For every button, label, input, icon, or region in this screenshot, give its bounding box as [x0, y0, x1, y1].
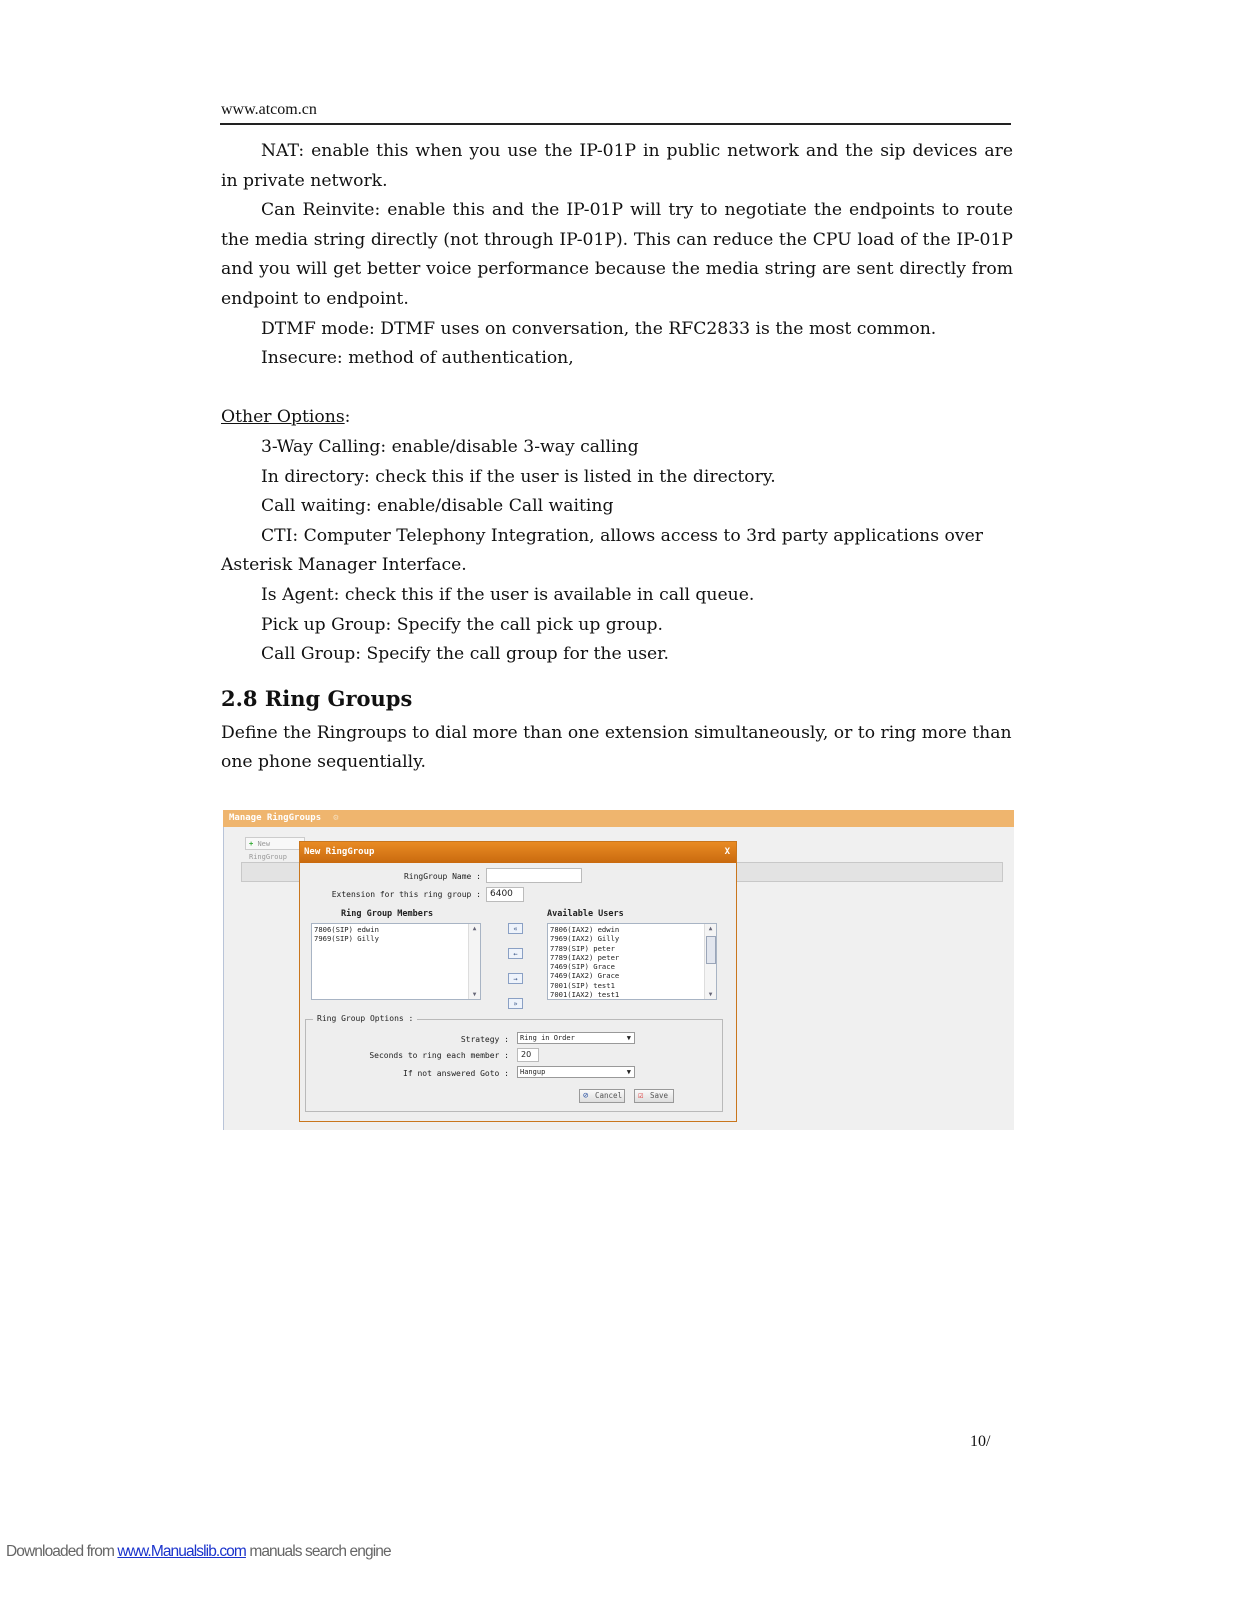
manage-ringgroups-title: Manage RingGroups — [229, 813, 322, 823]
cancel-icon: ⊘ — [583, 1091, 589, 1101]
ringgroup-options-legend: Ring Group Options : — [313, 1014, 417, 1023]
section-title: 2.8 Ring Groups — [221, 685, 413, 711]
other-options-heading — [221, 403, 1013, 433]
save-label: Save — [650, 1091, 669, 1100]
members-scrollbar[interactable] — [468, 924, 480, 999]
option-is-agent: Is Agent: check this if the user is available in call queue. — [261, 584, 755, 605]
header-rule — [220, 123, 1011, 125]
scroll-thumb[interactable] — [706, 936, 716, 964]
ringgroup-name-label: RingGroup Name : — [403, 872, 481, 881]
move-right-button[interactable]: → — [508, 973, 523, 984]
available-header: Available Users — [547, 909, 624, 919]
new-ringgroup-toolbar-button[interactable] — [245, 837, 305, 861]
chevron-down-icon: ▼ — [626, 1068, 631, 1076]
new-ringgroup-toolbar-label: New RingGroup — [249, 840, 287, 861]
cancel-button[interactable] — [579, 1089, 625, 1103]
list-item[interactable]: 7969(SIP) Gilly — [314, 934, 379, 944]
list-item[interactable]: 7469(SIP) Grace — [550, 962, 615, 972]
option-call-waiting: Call waiting: enable/disable Call waiting — [261, 496, 614, 517]
manualslib-link[interactable]: www.Manualslib.com — [117, 1543, 246, 1560]
footer-suffix: manuals search engine — [245, 1543, 391, 1560]
new-ringgroup-dialog — [299, 841, 737, 1122]
move-all-right-button[interactable]: » — [508, 998, 523, 1009]
extension-input[interactable]: 6400 — [486, 887, 524, 902]
goto-value: Hangup — [520, 1068, 546, 1076]
members-listbox[interactable] — [311, 923, 481, 1000]
move-left-button[interactable]: ← — [508, 948, 523, 959]
members-header: Ring Group Members — [341, 909, 434, 919]
close-icon[interactable]: X — [724, 847, 730, 857]
option-3way: 3-Way Calling: enable/disable 3-way calling — [261, 436, 639, 457]
goto-label: If not answered Goto : — [403, 1069, 509, 1078]
scroll-down-icon[interactable]: ▼ — [472, 990, 477, 998]
chevron-down-icon: ▼ — [626, 1034, 631, 1042]
goto-select[interactable] — [517, 1066, 635, 1078]
scroll-down-icon[interactable]: ▼ — [708, 990, 713, 998]
option-cti: CTI: Computer Telephony Integration, allows access to 3rd party applications over Asterisk Manager Interface. — [221, 525, 983, 576]
dialog-title: New RingGroup — [300, 842, 736, 863]
strategy-label: Strategy : — [460, 1035, 509, 1044]
footer-prefix: Downloaded from — [6, 1543, 118, 1560]
body-text-top — [221, 137, 1013, 778]
manage-ringgroups-bar — [223, 810, 1014, 827]
list-item[interactable]: 7806(SIP) edwin — [314, 925, 379, 934]
cancel-label: Cancel — [595, 1091, 623, 1100]
gear-icon[interactable]: ⚙ — [333, 813, 339, 823]
seconds-label: Seconds to ring each member : — [369, 1051, 509, 1060]
header-url: www.atcom.cn — [221, 101, 317, 118]
seconds-input[interactable]: 20 — [517, 1048, 539, 1062]
available-scrollbar[interactable] — [704, 924, 716, 999]
scroll-up-icon[interactable]: ▲ — [472, 925, 477, 932]
list-item[interactable]: 7806(IAX2) edwin — [550, 925, 620, 934]
extension-label: Extension for this ring group : — [331, 890, 481, 899]
blank-line — [221, 374, 1013, 404]
paragraph-nat: NAT: enable this when you use the IP-01P in public network and the sip devices are in private network. — [221, 141, 1013, 191]
list-item[interactable]: 7969(IAX2) Gilly — [550, 934, 620, 944]
other-options-colon: : — [344, 407, 351, 428]
ringgroup-name-input[interactable] — [486, 868, 582, 883]
plus-icon: + — [249, 840, 254, 848]
scroll-up-icon[interactable]: ▲ — [708, 925, 713, 932]
other-options-label: Other Options — [221, 407, 345, 428]
save-button[interactable] — [634, 1089, 674, 1103]
list-item[interactable]: 7001(IAX2) test1 — [550, 990, 620, 1000]
checkbox-icon: ☑ — [638, 1091, 644, 1101]
list-item[interactable]: 7469(IAX2) Grace — [550, 971, 620, 981]
ringgroup-screenshot — [223, 810, 1014, 1130]
move-all-left-button[interactable]: « — [508, 923, 523, 934]
list-item[interactable]: 7001(SIP) test1 — [550, 980, 615, 990]
page-number: 10/ — [970, 1433, 991, 1450]
section-intro: Define the Ringroups to dial more than one extension simultaneously, or to ring more than one phone sequentially. — [221, 722, 1012, 773]
strategy-value: Ring in Order — [520, 1034, 575, 1042]
footer — [6, 1543, 391, 1561]
strategy-select[interactable] — [517, 1032, 635, 1044]
available-listbox[interactable] — [547, 923, 717, 1000]
left-border — [223, 827, 224, 1130]
option-pickup-group: Pick up Group: Specify the call pick up group. — [261, 614, 663, 635]
list-item[interactable]: 7789(IAX2) peter — [550, 952, 620, 962]
option-call-group: Call Group: Specify the call group for the user. — [261, 644, 669, 665]
paragraph-dtmf-mode: DTMF mode: DTMF uses on conversation, the RFC2833 is the most common. — [261, 318, 937, 339]
option-in-directory: In directory: check this if the user is listed in the directory. — [261, 466, 776, 487]
list-item[interactable]: 7789(SIP) peter — [550, 943, 615, 953]
paragraph-insecure: Insecure: method of authentication, — [261, 348, 574, 369]
paragraph-can-reinvite: Can Reinvite: enable this and the IP-01P will try to negotiate the endpoints to route the media string directly (not through IP-01P). This can reduce the CPU load of the IP-01P and you will get better voice performance because the media string are sent directly from endpoint to endpoint. — [221, 200, 1013, 309]
